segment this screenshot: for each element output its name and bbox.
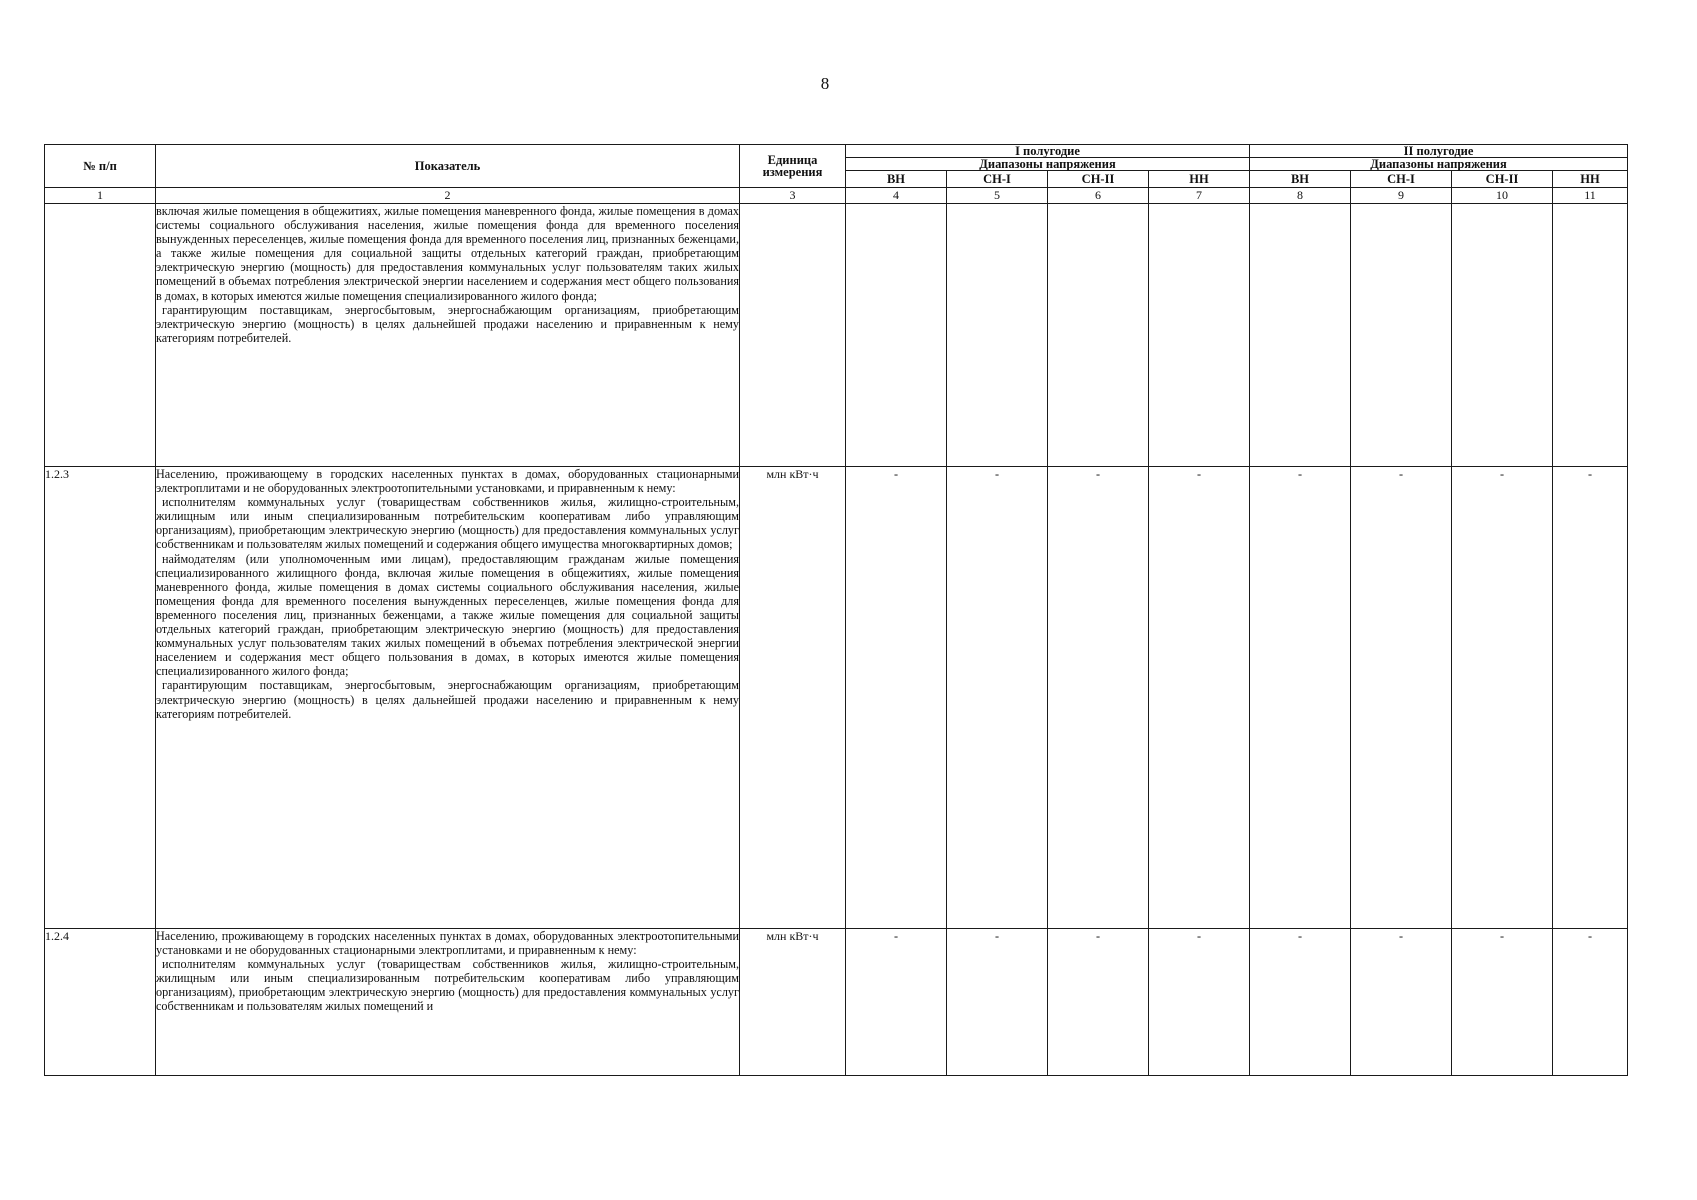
table-row	[45, 204, 1628, 467]
value-cell: -	[947, 467, 1048, 929]
value-cell	[1553, 204, 1628, 467]
value-cell: -	[1553, 929, 1628, 1076]
header-ranges-1: Диапазоны напряжения	[846, 158, 1250, 171]
header-voltage: СН-I	[1351, 171, 1452, 188]
indicator-paragraph: Населению, проживающему в городских населенных пунктах в домах, оборудованных электроотопительными установками и не оборудованных стационарными электроплитами, и приравненным к нему:	[156, 929, 739, 958]
value-cell: -	[1048, 467, 1149, 929]
column-number: 11	[1553, 188, 1628, 204]
header-voltage: СН-I	[947, 171, 1048, 188]
indicator-paragraph: гарантирующим поставщикам, энергосбытовым, энергоснабжающим организациям, приобретающим электрическую энергию (мощность) в целях дальнейшей продажи населению и приравненным к нему категориям потребителей.	[156, 678, 739, 721]
value-cell: -	[1250, 929, 1351, 1076]
indicator-paragraph: Населению, проживающему в городских населенных пунктах в домах, оборудованных стационарными электроплитами и не оборудованных электроотопительными установками, и приравненным к нему:	[156, 467, 739, 496]
value-cell: -	[1452, 467, 1553, 929]
value-cell: -	[1149, 467, 1250, 929]
indicator-paragraph: наймодателям (или уполномоченным ими лицам), предоставляющим гражданам жилые помещения специализированного жилищного фонда, включая жилые помещения в общежитиях, жилые помещения маневренного фонда, жилые помещения в домах системы социального обслуживания населения, жилые помещения фонда для временного поселения вынужденных переселенцев, жилые помещения фонда для временного поселения лиц, признанных беженцами, а также жилые помещения для социальной защиты отдельных категорий граждан, приобретающим электрическую энергию (мощность) для предоставления коммунальных услуг пользователям таких жилых помещений в объемах потребления электрической энергии населением и содержания мест общего пользования в домах, в которых имеются жилые помещения специализированного жилого фонда;	[156, 551, 739, 679]
table-row	[45, 467, 1628, 929]
column-number: 6	[1048, 188, 1149, 204]
column-number: 10	[1452, 188, 1553, 204]
column-number: 1	[45, 188, 156, 204]
header-half-2: II полугодие	[1250, 145, 1628, 158]
value-cell	[1048, 204, 1149, 467]
header-voltage: НН	[1149, 171, 1250, 188]
header-col-num: № п/п	[45, 145, 156, 188]
value-cell: -	[1149, 929, 1250, 1076]
unit-cell: млн кВт·ч	[740, 929, 846, 1076]
header-voltage: НН	[1553, 171, 1628, 188]
column-number: 2	[156, 188, 740, 204]
value-cell: -	[947, 929, 1048, 1076]
header-ranges-2: Диапазоны напряжения	[1250, 158, 1628, 171]
header-col-unit: Единица измерения	[740, 145, 846, 188]
row-number: 1.2.4	[45, 929, 156, 1076]
value-cell: -	[1553, 467, 1628, 929]
indicator-text	[156, 204, 740, 467]
header-col-indicator: Показатель	[156, 145, 740, 188]
value-cell	[947, 204, 1048, 467]
value-cell: -	[1452, 929, 1553, 1076]
value-cell	[1452, 204, 1553, 467]
header-voltage: СН-II	[1048, 171, 1149, 188]
value-cell	[1149, 204, 1250, 467]
value-cell: -	[1351, 467, 1452, 929]
unit-cell	[740, 204, 846, 467]
column-number: 5	[947, 188, 1048, 204]
value-cell: -	[846, 929, 947, 1076]
indicator-paragraph: исполнителям коммунальных услуг (товариществам собственников жилья, жилищно-строительным, жилищным или иным специализированным потребительским кооперативам либо управляющим организациям), приобретающим электрическую энергию (мощность) для предоставления коммунальных услуг собственникам и пользователям жилых помещений и содержания общего имущества многоквартирных домов;	[156, 495, 739, 552]
column-number: 9	[1351, 188, 1452, 204]
indicator-paragraph: включая жилые помещения в общежитиях, жилые помещения маневренного фонда, жилые помещения в домах системы социального обслуживания населения, жилые помещения фонда для временного поселения вынужденных переселенцев, жилые помещения фонда для временного поселения лиц, признанных беженцами, а также жилые помещения для социальной защиты отдельных категорий граждан, приобретающим электрическую энергию (мощность) для предоставления коммунальных услуг пользователям таких жилых помещений в объемах потребления электрической энергии населением и содержания мест общего пользования в домах, в которых имеются жилые помещения специализированного жилого фонда;	[156, 204, 739, 303]
header-half-1: I полугодие	[846, 145, 1250, 158]
header-voltage: СН-II	[1452, 171, 1553, 188]
value-cell: -	[1048, 929, 1149, 1076]
indicator-paragraph: исполнителям коммунальных услуг (товариществам собственников жилья, жилищно-строительным, жилищным или иным специализированным потребительским кооперативам либо управляющим организациям), приобретающим электрическую энергию (мощность) для предоставления коммунальных услуг собственникам и пользователям жилых помещений и	[156, 957, 739, 1014]
unit-cell: млн кВт·ч	[740, 467, 846, 929]
column-number: 4	[846, 188, 947, 204]
column-number: 7	[1149, 188, 1250, 204]
header-voltage: ВН	[846, 171, 947, 188]
value-cell	[1250, 204, 1351, 467]
indicator-text	[156, 467, 740, 929]
value-cell: -	[1250, 467, 1351, 929]
indicator-text	[156, 929, 740, 1076]
value-cell	[846, 204, 947, 467]
value-cell: -	[846, 467, 947, 929]
indicator-paragraph: гарантирующим поставщикам, энергосбытовым, энергоснабжающим организациям, приобретающим электрическую энергию (мощность) в целях дальнейшей продажи населению и приравненным к нему категориям потребителей.	[156, 302, 739, 345]
column-number: 3	[740, 188, 846, 204]
value-cell: -	[1351, 929, 1452, 1076]
column-number: 8	[1250, 188, 1351, 204]
page-number: 8	[820, 74, 830, 93]
tariff-table	[44, 144, 1628, 1076]
row-number: 1.2.3	[45, 467, 156, 929]
value-cell	[1351, 204, 1452, 467]
header-voltage: ВН	[1250, 171, 1351, 188]
table-row	[45, 929, 1628, 1076]
row-number	[45, 204, 156, 467]
